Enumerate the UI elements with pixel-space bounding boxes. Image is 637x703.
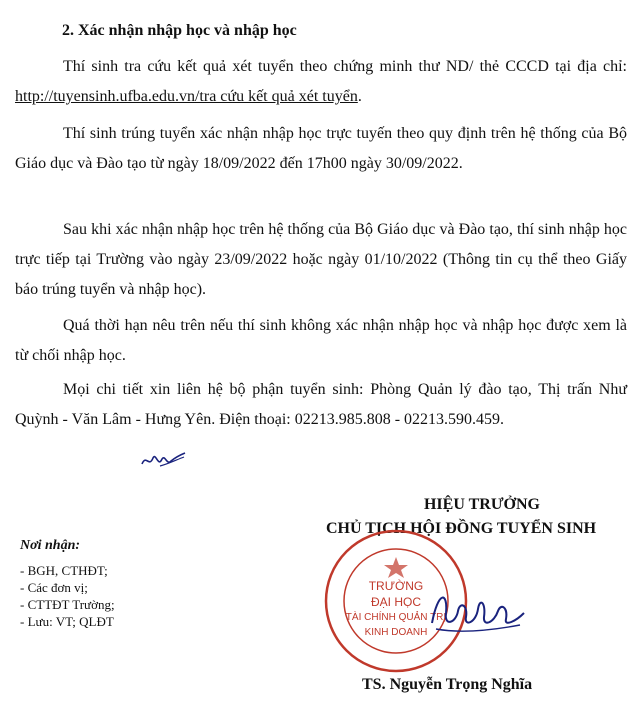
recipients-title: Nơi nhận: <box>20 538 81 553</box>
results-lookup-link[interactable]: http://tuyensinh.ufba.edu.vn/tra cứu kết quả xét tuyển <box>15 88 358 105</box>
recipients-section <box>20 538 115 630</box>
signer-title-council-chair: CHỦ TỊCH HỘI ĐỒNG TUYỂN SINH <box>325 520 597 537</box>
recipient-item: - Các đơn vị; <box>20 580 88 595</box>
paragraph-deadline-notice: Quá thời hạn nêu trên nếu thí sinh không xác nhận nhập học và nhập học được xem là từ chối nhập học. <box>15 317 627 364</box>
stamp-line-2: ĐẠI HỌC <box>370 595 421 609</box>
handwritten-signature <box>428 583 528 639</box>
signer-title-principal: HIỆU TRƯỞNG <box>423 496 540 513</box>
recipient-item: - BGH, CTHĐT; <box>20 563 108 578</box>
paragraph-lookup-end: . <box>357 88 362 105</box>
stamp-line-1: TRƯỜNG <box>368 579 424 593</box>
stamp-line-4: KINH DOANH <box>364 627 428 638</box>
recipient-item: - CTTĐT Trường; <box>20 597 115 612</box>
paragraph-lookup <box>15 52 627 112</box>
signer-name: TS. Nguyễn Trọng Nghĩa <box>362 676 533 693</box>
section-title: 2. Xác nhận nhập học và nhập học <box>62 22 297 39</box>
stamp-line-3: TÀI CHÍNH QUẢN TRỊ <box>345 612 447 623</box>
initials-scribble <box>140 448 186 472</box>
paragraph-online-confirmation: Thí sinh trúng tuyển xác nhận nhập học trực tuyến theo quy định trên hệ thống của Bộ Giáo dục và Đào tạo từ ngày 18/09/2022 đến 17h00 ngày 30/09/2022. <box>15 125 627 172</box>
paragraph-lookup-text: Thí sinh tra cứu kết quả xét tuyển theo chứng minh thư ND/ thẻ CCCD tại địa chỉ: <box>63 58 627 75</box>
recipient-item: - Lưu: VT; QLĐT <box>20 614 114 629</box>
paragraph-direct-enrollment: Sau khi xác nhận nhập học trên hệ thống của Bộ Giáo dục và Đào tạo, thí sinh nhập học trực tiếp tại Trường vào ngày 23/09/2022 hoặc ngày 01/10/2022 (Thông tin cụ thể theo Giấy báo trúng tuyển và nhập học). <box>15 221 627 298</box>
paragraph-contact-info: Mọi chi tiết xin liên hệ bộ phận tuyển sinh: Phòng Quản lý đào tạo, Thị trấn Như Quỳnh - Văn Lâm - Hưng Yên. Điện thoại: 02213.985.808 - 02213.590.459. <box>15 381 627 428</box>
recipients-list <box>20 562 115 630</box>
